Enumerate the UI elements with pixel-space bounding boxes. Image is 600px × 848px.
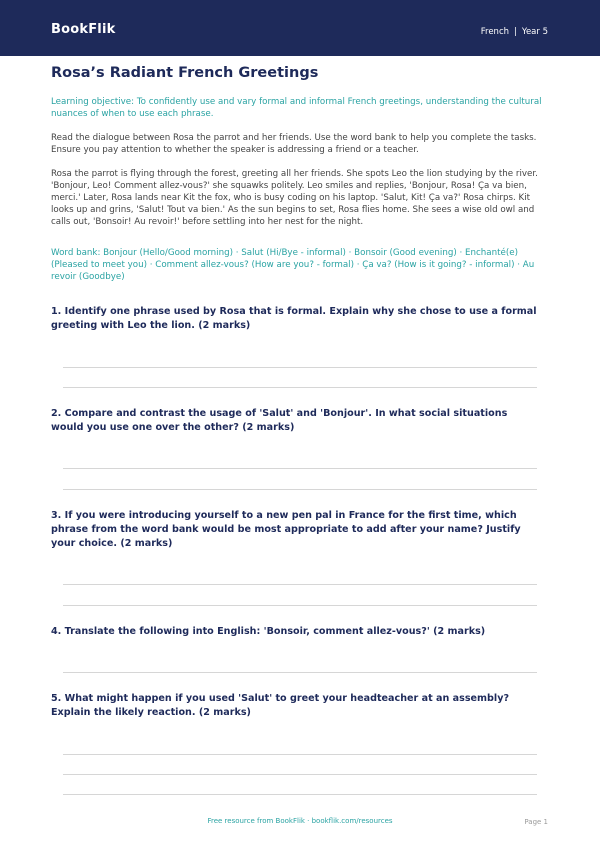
answer-line[interactable] [63, 489, 537, 490]
answer-line[interactable] [63, 794, 537, 795]
answer-line[interactable] [63, 387, 537, 388]
question-3: 3. If you were introducing yourself to a new pen pal in France for the first time, which phrase from the word bank would be most appropriate to add after your name? Justify your choice. (2 marks) [51, 510, 521, 549]
answer-line[interactable] [63, 468, 537, 469]
answer-line[interactable] [63, 605, 537, 606]
year-label: Year 5 [521, 27, 548, 37]
answer-line[interactable] [63, 754, 537, 755]
page-header [0, 0, 600, 56]
worksheet-title: Rosa’s Radiant French Greetings [51, 65, 319, 81]
question-4: 4. Translate the following into English: 'Bonsoir, comment allez-vous?' (2 marks) [51, 626, 486, 637]
meta-separator: | [514, 27, 517, 37]
answer-line[interactable] [63, 584, 537, 585]
question-5: 5. What might happen if you used 'Salut' to greet your headteacher at an assembly? Explain the likely reaction. (2 marks) [51, 693, 510, 718]
story-text: Rosa the parrot is flying through the forest, greeting all her friends. She spots Leo the lion studying by the river. 'Bonjour, Leo! Comment allez-vous?' she squawks politely. Leo smiles and replies, 'Bonjour, Rosa! Ça va bien, merci.' Later, Rosa lands near Kit the fox, who is busy coding on his laptop. 'Salut, Kit! Ça va?' Rosa chirps. Kit looks up and grins, 'Salut! Tout va bien.' As the sun begins to set, Rosa flies home. She sees a wise old owl and calls out, 'Bonsoir! Au revoir!' before settling into her nest for the night. [51, 169, 538, 227]
question-1: 1. Identify one phrase used by Rosa that is formal. Explain why she chose to use a formal greeting with Leo the lion. (2 marks) [51, 306, 537, 331]
subject-year-label [481, 27, 548, 37]
answer-line[interactable] [63, 672, 537, 673]
question-2: 2. Compare and contrast the usage of 'Salut' and 'Bonjour'. In what social situations would you use one over the other? (2 marks) [51, 408, 508, 433]
word-bank: Word bank: Bonjour (Hello/Good morning) · Salut (Hi/Bye - informal) · Bonsoir (Good evening) · Enchanté(e) (Pleased to meet you) · Comment allez-vous? (How are you? - formal) · Ça va? (How is it going? - informal) · Au revoir (Goodbye) [51, 248, 535, 282]
answer-line[interactable] [63, 774, 537, 775]
learning-objective: Learning objective: To confidently use and vary formal and informal French greetings, understanding the cultural nuances of when to use each phrase. [51, 97, 542, 119]
brand-logo: BookFlik [51, 22, 116, 37]
answer-line[interactable] [63, 367, 537, 368]
footer-text: Free resource from BookFlik · bookflik.com/resources [207, 817, 393, 825]
page-number: Page 1 [524, 818, 548, 826]
instructions-text: Read the dialogue between Rosa the parrot and her friends. Use the word bank to help you complete the tasks. Ensure you pay attention to whether the speaker is addressing a friend or a teacher. [51, 133, 537, 155]
subject-label: French [480, 27, 510, 37]
